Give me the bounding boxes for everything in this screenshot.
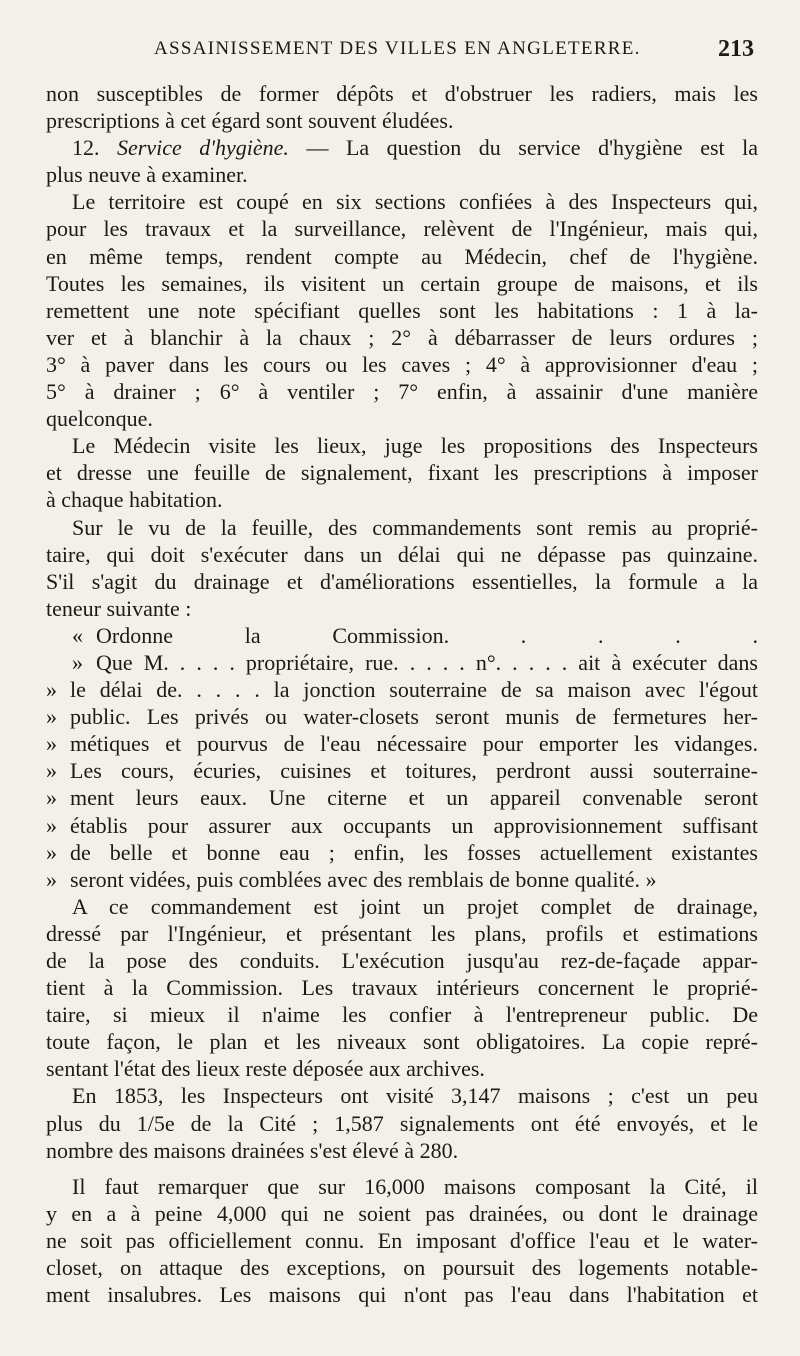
text-line: closet, on attaque des exceptions, on poursuit des logements notable-: [46, 1255, 758, 1281]
text-line: et dresse une feuille de signalement, fixant les prescriptions à imposer: [46, 460, 758, 486]
text-line: en même temps, rendent compte au Médecin, chef de l'hygiène.: [46, 243, 758, 269]
quote-line: [46, 839, 758, 866]
quote-text: Que M. . . . . propriétaire, rue. . . . . n°. . . . . ait à exécuter dans: [96, 649, 758, 675]
quote-mark: »: [46, 785, 57, 811]
text-line: Toutes les semaines, ils visitent un certain groupe de maisons, et ils: [46, 270, 758, 296]
ordinance-quote: [46, 622, 758, 893]
text-line: teneur suivante :: [46, 595, 192, 621]
text-line: En 1853, les Inspecteurs ont visité 3,147 maisons ; c'est un peu: [72, 1083, 758, 1109]
text-line: Le Médecin visite les lieux, juge les propositions des Inspecteurs: [72, 433, 758, 459]
quote-line: [46, 730, 758, 757]
paragraph: [46, 893, 758, 1083]
quote-line: [46, 622, 758, 649]
text-line: Il faut remarquer que sur 16,000 maisons composant la Cité, il: [72, 1173, 758, 1199]
text-line: remettent une note spécifiant quelles sont les habitations : 1 à la-: [46, 297, 758, 323]
text-line: Sur le vu de la feuille, des commandements sont remis au proprié-: [72, 514, 758, 540]
paragraph: [46, 1173, 758, 1308]
quote-mark: »: [46, 758, 57, 784]
quote-text: ment leurs eaux. Une citerne et un appareil convenable seront: [70, 785, 758, 811]
text-line: quelconque.: [46, 406, 153, 432]
text-line: ment insalubres. Les maisons qui n'ont pas l'eau dans l'habitation et: [46, 1282, 758, 1308]
text-line: plus neuve à examiner.: [46, 162, 248, 188]
quote-mark: »: [46, 731, 57, 757]
paragraph-gap: [46, 1164, 758, 1173]
section-text: — La question du service d'hygiène est la: [306, 135, 759, 161]
quote-line: [46, 757, 758, 784]
quote-mark: «: [72, 622, 83, 648]
quote-mark: »: [72, 649, 83, 675]
quote-mark: »: [46, 812, 57, 838]
text-line: y en a à peine 4,000 qui ne soient pas drainées, ou dont le drainage: [46, 1200, 758, 1226]
text-line: pour les travaux et la surveillance, relèvent de l'Ingénieur, mais qui,: [46, 216, 758, 242]
quote-text: métiques et pourvus de l'eau nécessaire pour emporter les vidanges.: [70, 731, 758, 757]
paragraph: [46, 432, 758, 513]
text-line: toute façon, le plan et les niveaux sont obligatoires. La copie repré-: [46, 1029, 758, 1055]
text-line: nombre des maisons drainées s'est élevé à 280.: [46, 1137, 459, 1163]
text-line: plus du 1/5e de la Cité ; 1,587 signalements ont été envoyés, et le: [46, 1110, 758, 1136]
page-header: [46, 36, 758, 74]
quote-text: établis pour assurer aux occupants un approvisionnement suffisant: [70, 812, 758, 838]
text-line: 3° à paver dans les cours ou les caves ; 4° à approvisionner d'eau ;: [46, 351, 758, 377]
text-line: S'il s'agit du drainage et d'améliorations essentielles, la formule a la: [46, 568, 758, 594]
text-line: tient à la Commission. Les travaux intérieurs concernent le proprié-: [46, 975, 758, 1001]
text-line: ne soit pas officiellement connu. En imposant d'office l'eau et le water-: [46, 1227, 758, 1253]
text-line: taire, qui doit s'exécuter dans un délai qui ne dépasse pas quinzaine.: [46, 541, 758, 567]
text-line: [46, 134, 758, 161]
quote-text: de belle et bonne eau ; enfin, les fosses actuellement existantes: [70, 839, 758, 865]
text-line: prescriptions à cet égard sont souvent éludées.: [46, 108, 454, 134]
quote-text: Ordonne la Commission. . . . .: [96, 622, 758, 648]
section-paragraph: [46, 134, 758, 188]
text-line: à chaque habitation.: [46, 487, 223, 513]
quote-line: [46, 703, 758, 730]
text-line: A ce commandement est joint un projet complet de drainage,: [72, 893, 758, 919]
running-head: ASSAINISSEMENT DES VILLES EN ANGLETERRE.: [154, 38, 641, 59]
quote-line: [46, 812, 758, 839]
paragraph: [46, 514, 758, 622]
quote-line: [46, 784, 758, 811]
section-title: Service d'hygiène.: [117, 135, 289, 161]
paragraph: [46, 188, 758, 432]
quote-mark: »: [46, 839, 57, 865]
body-text: [46, 80, 758, 1308]
text-line: non susceptibles de former dépôts et d'obstruer les radiers, mais les: [46, 81, 758, 106]
text-line: sentant l'état des lieux reste déposée aux archives.: [46, 1056, 485, 1082]
quote-line: [46, 676, 758, 703]
paragraph: [46, 1082, 758, 1163]
quote-text: le délai de. . . . . la jonction souterraine de sa maison avec l'égout: [70, 677, 758, 703]
quote-line: [46, 866, 758, 893]
text-line: Le territoire est coupé en six sections confiées à des Inspecteurs qui,: [72, 189, 758, 215]
quote-text: seront vidées, puis comblées avec des remblais de bonne qualité. »: [70, 866, 657, 892]
paragraph: [46, 80, 758, 134]
text-line: dressé par l'Ingénieur, et présentant les plans, profils et estimations: [46, 920, 758, 946]
section-number: 12.: [72, 135, 100, 161]
quote-text: Les cours, écuries, cuisines et toitures, perdront aussi souterraine-: [70, 758, 758, 784]
text-line: taire, si mieux il n'aime les confier à l'entrepreneur public. De: [46, 1002, 758, 1028]
quote-mark: »: [46, 677, 57, 703]
text-line: 5° à drainer ; 6° à ventiler ; 7° enfin, à assainir d'une manière: [46, 379, 758, 405]
text-line: ver et à blanchir à la chaux ; 2° à débarrasser de leurs ordures ;: [46, 324, 758, 350]
quote-line: [46, 649, 758, 676]
page-number: 213: [718, 36, 754, 62]
text-line: de la pose des conduits. L'exécution jusqu'au rez-de-façade appar-: [46, 948, 758, 973]
quote-text: public. Les privés ou water-closets seront munis de fermetures her-: [70, 704, 758, 730]
quote-mark: »: [46, 866, 57, 892]
quote-mark: »: [46, 704, 57, 730]
